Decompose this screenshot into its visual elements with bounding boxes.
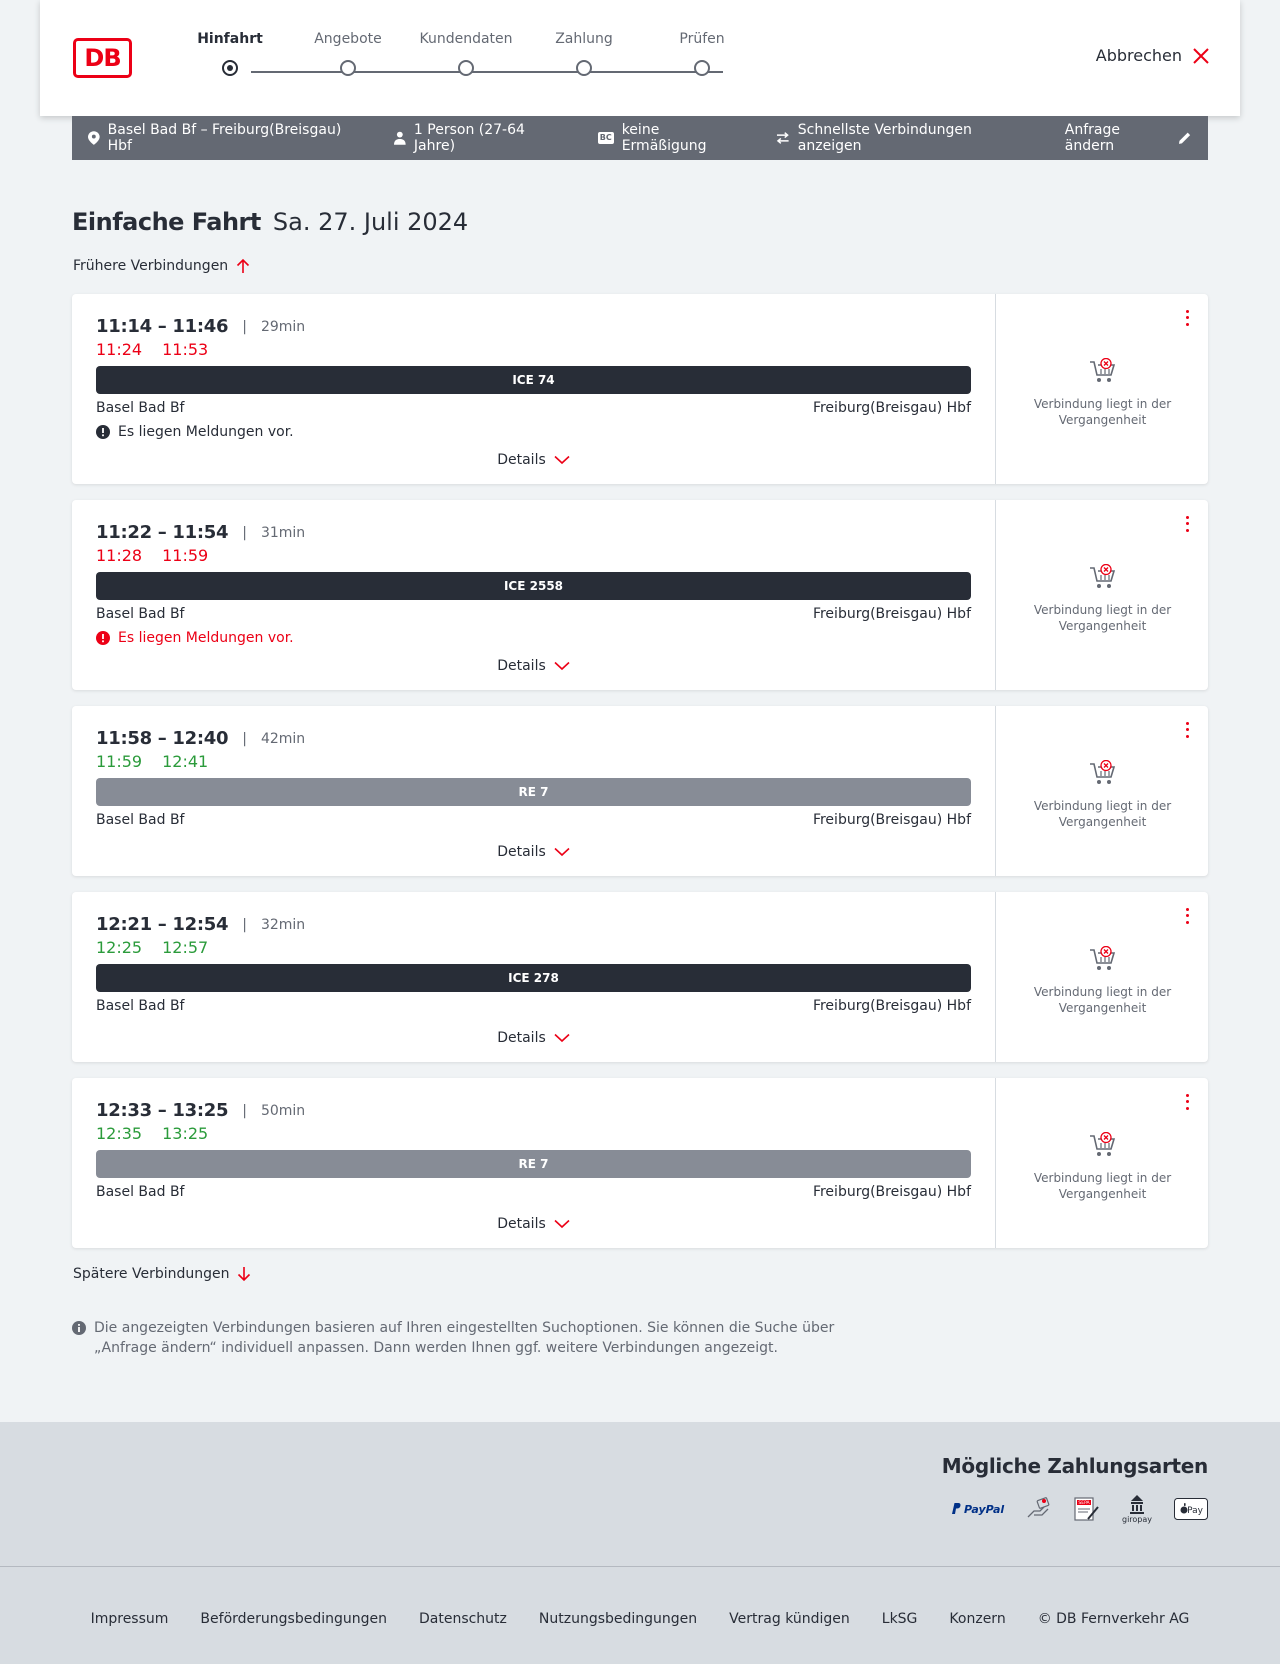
footer-link-vertrag-kuendigen[interactable]: Vertrag kündigen	[729, 1611, 850, 1627]
apple-pay-icon	[1174, 1498, 1208, 1520]
footer-link-impressum[interactable]: Impressum	[90, 1611, 169, 1627]
chevron-down-icon	[554, 1033, 570, 1043]
db-logo[interactable]	[73, 38, 132, 78]
footer	[0, 1567, 1280, 1664]
destination-station: Freiburg(Breisgau) Hbf	[812, 400, 971, 416]
connection-summary	[72, 500, 995, 690]
cart-unavailable-icon	[1089, 564, 1117, 590]
planned-times-row	[96, 522, 305, 543]
past-connection-info	[996, 760, 1209, 830]
fastest-text: Schnellste Verbindungen anzeigen	[797, 122, 972, 154]
sepa-icon	[1072, 1497, 1100, 1521]
cart-unavailable-icon	[1089, 1132, 1117, 1158]
earlier-connections-link[interactable]	[73, 258, 250, 274]
step-label: Zahlung	[555, 31, 613, 47]
past-connection-info	[996, 564, 1209, 634]
step-dot	[340, 60, 356, 76]
details-toggle[interactable]	[72, 844, 995, 860]
train-name: ICE 2558	[503, 579, 564, 593]
origin-station: Basel Bad Bf	[96, 606, 185, 622]
realtime-times-row	[96, 546, 208, 565]
train-bar[interactable]	[96, 1150, 971, 1178]
destination-station: Freiburg(Breisgau) Hbf	[812, 606, 971, 622]
more-options-icon[interactable]	[1182, 720, 1192, 740]
db-logo-text: DB	[84, 44, 121, 72]
step-angebote	[288, 30, 408, 76]
realtime-departure: 11:28	[96, 546, 143, 565]
past-connection-text: Verbindung liegt in der Vergangenheit	[1033, 985, 1172, 1015]
realtime-departure: 11:59	[96, 752, 143, 771]
svg-text:PayPal: PayPal	[964, 1503, 1005, 1516]
planned-times-row	[96, 728, 305, 749]
duration: 32min	[260, 916, 306, 933]
stations-row	[96, 400, 971, 416]
step-dot	[458, 60, 474, 76]
arrow-down-icon	[237, 1266, 251, 1282]
footer-link-befoerderungsbedingungen[interactable]: Beförderungsbedingungen	[200, 1611, 387, 1627]
separator: |	[242, 730, 247, 747]
separator: |	[242, 524, 247, 541]
persons-info	[394, 122, 565, 154]
train-bar[interactable]	[96, 964, 971, 992]
close-icon	[1192, 47, 1210, 65]
duration: 31min	[260, 524, 306, 541]
earlier-connections-label: Frühere Verbindungen	[73, 258, 229, 274]
connection-card[interactable]	[72, 1078, 1208, 1248]
notice-message	[96, 424, 294, 440]
connection-card[interactable]	[72, 892, 1208, 1062]
notice-text: Es liegen Meldungen vor.	[118, 424, 294, 440]
connection-card[interactable]	[72, 294, 1208, 484]
destination-station: Freiburg(Breisgau) Hbf	[812, 1184, 971, 1200]
train-name: ICE 74	[512, 373, 555, 387]
realtime-times-row	[96, 340, 208, 359]
origin-station: Basel Bad Bf	[96, 1184, 185, 1200]
stations-row	[96, 998, 971, 1014]
past-connection-text: Verbindung liegt in der Vergangenheit	[1033, 603, 1172, 633]
details-label: Details	[497, 658, 546, 674]
details-toggle[interactable]	[72, 658, 995, 674]
details-toggle[interactable]	[72, 1216, 995, 1232]
more-options-icon[interactable]	[1182, 308, 1192, 328]
planned-times-row	[96, 1100, 305, 1121]
notice-message	[96, 630, 294, 646]
step-dot	[222, 60, 238, 76]
step-pruefen	[642, 30, 762, 76]
past-connection-text: Verbindung liegt in der Vergangenheit	[1033, 799, 1172, 829]
svg-text:SEPA: SEPA	[1078, 1501, 1090, 1506]
separator: |	[242, 1102, 247, 1119]
connection-summary	[72, 294, 995, 484]
connection-summary	[72, 706, 995, 876]
origin-station: Basel Bad Bf	[96, 998, 185, 1014]
cancel-label: Abbrechen	[1095, 46, 1182, 65]
arrow-up-icon	[236, 258, 250, 274]
realtime-arrival: 12:57	[162, 938, 209, 957]
step-dot	[694, 60, 710, 76]
planned-times: 11:22 – 11:54	[96, 522, 229, 543]
later-connections-link[interactable]	[73, 1266, 251, 1282]
origin-station: Basel Bad Bf	[96, 812, 185, 828]
footer-link-datenschutz[interactable]: Datenschutz	[418, 1611, 507, 1627]
realtime-arrival: 11:59	[162, 546, 209, 565]
route-info	[88, 122, 362, 154]
realtime-departure: 11:24	[96, 340, 143, 359]
step-zahlung	[524, 30, 644, 76]
details-label: Details	[497, 1030, 546, 1046]
realtime-arrival: 11:53	[162, 340, 209, 359]
realtime-departure: 12:35	[96, 1124, 143, 1143]
stations-row	[96, 812, 971, 828]
stations-row	[96, 1184, 971, 1200]
payment-icons	[950, 1494, 1208, 1524]
realtime-times-row	[96, 752, 208, 771]
duration: 42min	[260, 730, 306, 747]
step-label: Angebote	[314, 31, 382, 47]
connection-summary	[72, 892, 995, 1062]
details-label: Details	[497, 1216, 546, 1232]
payment-methods-section	[0, 1422, 1280, 1567]
edit-request-label: Anfrage ändern	[1064, 122, 1120, 154]
realtime-times-row	[96, 1124, 208, 1143]
more-options-icon[interactable]	[1182, 906, 1192, 926]
more-options-icon[interactable]	[1182, 1092, 1192, 1112]
realtime-arrival: 12:41	[162, 752, 209, 771]
footer-link-lksg[interactable]: LkSG	[881, 1611, 918, 1627]
planned-times: 11:14 – 11:46	[96, 316, 229, 337]
realtime-times-row	[96, 938, 208, 957]
planned-times: 11:58 – 12:40	[96, 728, 229, 749]
copyright: © DB Fernverkehr AG	[1037, 1611, 1190, 1627]
more-options-icon[interactable]	[1182, 514, 1192, 534]
swap-arrows-icon	[776, 132, 790, 144]
past-connection-info	[996, 358, 1209, 428]
person-icon	[394, 131, 406, 145]
destination-station: Freiburg(Breisgau) Hbf	[812, 812, 971, 828]
booking-panel	[995, 500, 1208, 690]
edit-request-button[interactable]	[1065, 122, 1192, 154]
discount-text: keine Ermäßigung	[621, 122, 707, 154]
booking-panel	[995, 706, 1208, 876]
svg-text:giropay: giropay	[1121, 1515, 1153, 1524]
cart-unavailable-icon	[1089, 358, 1117, 384]
planned-times: 12:33 – 13:25	[96, 1100, 229, 1121]
footer-link-konzern[interactable]: Konzern	[949, 1611, 1006, 1627]
destination-station: Freiburg(Breisgau) Hbf	[812, 998, 971, 1014]
planned-times-row	[96, 316, 305, 337]
location-pin-icon	[88, 131, 100, 145]
train-name: RE 7	[518, 785, 549, 799]
details-label: Details	[497, 844, 546, 860]
separator: |	[242, 318, 247, 335]
chevron-down-icon	[554, 661, 570, 671]
footer-links	[0, 1611, 1280, 1627]
connection-card[interactable]	[72, 500, 1208, 690]
giropay-icon	[1120, 1494, 1154, 1524]
separator: |	[242, 916, 247, 933]
train-bar[interactable]	[96, 366, 971, 394]
past-connection-text: Verbindung liegt in der Vergangenheit	[1033, 397, 1172, 427]
chevron-down-icon	[554, 455, 570, 465]
svg-text:Pay: Pay	[1187, 1506, 1203, 1516]
step-label: Prüfen	[679, 31, 725, 47]
step-label: Hinfahrt	[197, 31, 263, 47]
planned-times: 12:21 – 12:54	[96, 914, 229, 935]
origin-station: Basel Bad Bf	[96, 400, 185, 416]
fastest-info	[776, 122, 1033, 154]
page-title	[72, 208, 468, 236]
details-toggle[interactable]	[72, 452, 995, 468]
search-info-note	[72, 1318, 842, 1358]
chevron-down-icon	[554, 847, 570, 857]
payment-methods-title: Mögliche Zahlungsarten	[941, 1454, 1208, 1478]
booking-panel	[995, 1078, 1208, 1248]
cart-unavailable-icon	[1089, 946, 1117, 972]
header	[40, 0, 1240, 116]
route-text: Basel Bad Bf – Freiburg(Breisgau) Hbf	[107, 122, 342, 154]
stations-row	[96, 606, 971, 622]
connection-summary	[72, 1078, 995, 1248]
pencil-icon	[1178, 131, 1192, 145]
past-connection-info	[996, 1132, 1209, 1202]
discount-info	[598, 122, 744, 154]
alert-icon	[96, 425, 110, 439]
step-label: Kundendaten	[419, 31, 513, 47]
duration: 29min	[260, 318, 306, 335]
trip-date: Sa. 27. Juli 2024	[272, 208, 469, 236]
paypal-icon	[950, 1501, 1006, 1517]
info-icon	[72, 1321, 86, 1335]
search-summary-bar	[72, 116, 1208, 160]
progress-stepper	[170, 30, 810, 90]
trip-type-title: Einfache Fahrt	[72, 208, 261, 236]
details-label: Details	[497, 452, 546, 468]
connection-card[interactable]	[72, 706, 1208, 876]
train-name: ICE 278	[508, 971, 559, 985]
bahncard-icon: BC	[599, 133, 612, 142]
step-kundendaten	[406, 30, 526, 76]
train-name: RE 7	[518, 1157, 549, 1171]
duration: 50min	[260, 1102, 306, 1119]
later-connections-label: Spätere Verbindungen	[73, 1266, 230, 1282]
planned-times-row	[96, 914, 305, 935]
chevron-down-icon	[554, 1219, 570, 1229]
cart-unavailable-icon	[1089, 760, 1117, 786]
persons-text: 1 Person (27-64 Jahre)	[413, 122, 525, 154]
alert-icon	[96, 631, 110, 645]
info-note-text: Die angezeigten Verbindungen basieren auf Ihren eingestellten Suchoptionen. Sie können die Suche über „Anfrage ändern“ individuell anpassen. Dann werden Ihnen ggf. weitere Verbindungen angezeigt.	[94, 1320, 835, 1356]
past-connection-info	[996, 946, 1209, 1016]
invoice-hand-icon	[1026, 1497, 1052, 1521]
footer-link-nutzungsbedingungen[interactable]: Nutzungsbedingungen	[538, 1611, 698, 1627]
step-hinfahrt	[170, 30, 290, 76]
train-bar[interactable]	[96, 572, 971, 600]
step-dot	[576, 60, 592, 76]
notice-text: Es liegen Meldungen vor.	[118, 630, 294, 646]
train-bar[interactable]	[96, 778, 971, 806]
realtime-arrival: 13:25	[162, 1124, 209, 1143]
booking-panel	[995, 294, 1208, 484]
cancel-button[interactable]	[1096, 46, 1210, 65]
booking-panel	[995, 892, 1208, 1062]
past-connection-text: Verbindung liegt in der Vergangenheit	[1033, 1171, 1172, 1201]
details-toggle[interactable]	[72, 1030, 995, 1046]
realtime-departure: 12:25	[96, 938, 143, 957]
